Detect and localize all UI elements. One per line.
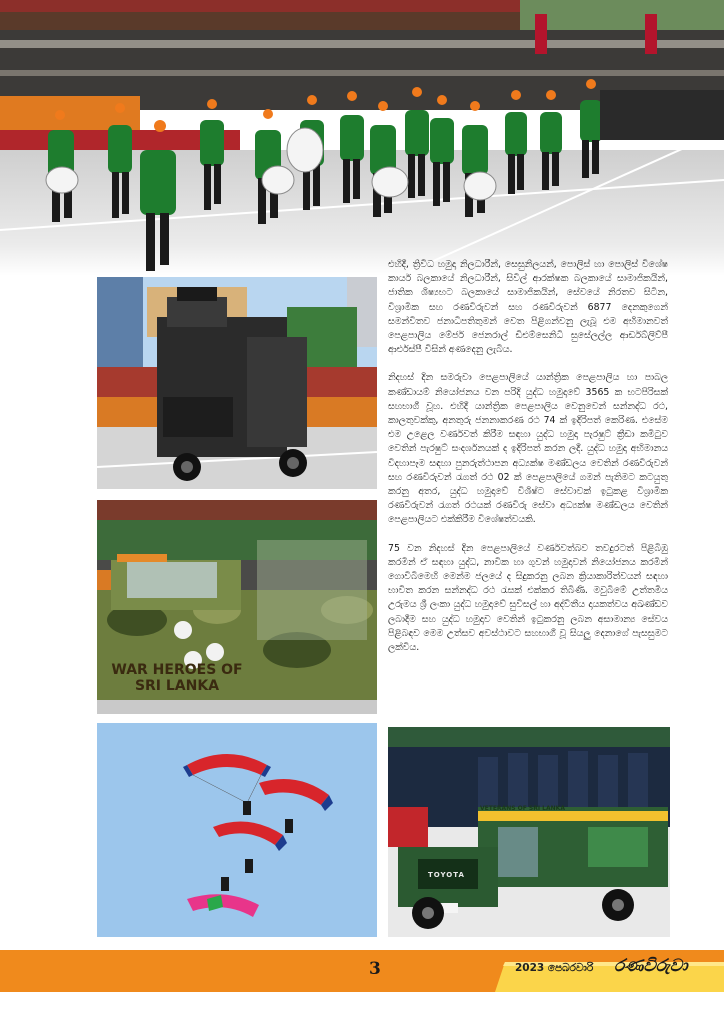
marching-band-photo	[0, 0, 724, 276]
page-number: 3	[369, 959, 381, 979]
article-paragraph-2: නිදහස් දින සමරුවා පෙළපාලියේ යාන්ත්‍රික පෙළපාලිය හා පාබල කණ්ඩායම් නියෝජනය වන පරිදි යුද්ධ හමුදාවේ 3565 ක භටපිරිසක් සහභාගී වූහ. එහිදී යාන්ත්‍රික පෙළපාලිය වෙනුවෙන් සන්නද්ධ රථ, කාලතුවක්කු, අනතුරු ජනනාකරණ රථ 74 ක් ඉදිරිපත් කෙරිණ. එසේම එම උළෙල වර්ණවත් කිරීම සඳහා යුද්ධ හමුදා පැරෂුට් ක්‍රීඩා කමිටුව වෙතින් පැරෂුට් සංදර්ශනයක් ද ඉදිරිපත් කරන ලදී. යුද්ධ හමුදා අභිමානය විදහාපෑම සඳහා පුනරුත්ථාපන අධ්‍යක්ෂ මණ්ඩලය වෙතින් රණවිරුවන් සහ රණවිරුවන් රැගත් රථ 02 ක් පෙළපාලියේ ගමන් පැතිමට කටයුතු කරනු අතර, යුද්ධ හමුදාවේ විශිෂ්ට සේවාවක් ඉටුකළ විශ්‍රාමික රණවිරුවන් රැගත් රථයක් රණවිරු සේවා අධ්‍යක්ෂ මණ්ඩලය වෙතින් පෙළපාලියට එක්කිරීම විශේෂත්වයකි.	[388, 372, 668, 526]
war-heroes-banner	[107, 662, 247, 694]
parachute-display-photo	[97, 723, 377, 937]
veterans-jeep-photo	[388, 727, 670, 937]
magazine-logo: රණවිරුවා	[614, 956, 688, 976]
issue-date: 2023 පෙබරවාරි	[515, 962, 594, 974]
article-paragraph-3: 75 වන නිදහස් දින පෙළපාලියේ වර්ණවත්බව තවදුරටත් පිළිබිඹු කරමින් ඒ සඳහා යුද්ධ, නාවික හා ගුවන් හමුදාවන් නියෝජනය කරමින් ගොවිබිමෙහි මෙන්ම ජලයේ ද සිදුකරනු ලබන ක්‍රියාකාරිත්වයන් සඳහා භාවිත කරන සන්නද්ධ රථ රැසක් එක්කර තිබිණි. මවුබිමේ උත්තමීය උරුමය ශ්‍රී ලංකා යුද්ධ හමුදාවේ සුවිසල් හා අද්විතීය දායකත්වය අඛණ්ඩව ලබාදීම සහ යුද්ධ හමුදාව වෙතින් ඉටුකරනු ලබන අසාමාන්‍ය සේවය පිළිබඳව මෙම උත්සව අවස්ථාවට සහභාගී වූ සියලු දෙනාගේ පැසසුමට ලක්විය.	[388, 542, 668, 654]
veterans-banner: VETERANS OF SRI LANKA	[480, 805, 565, 812]
article-paragraph-1: එහිදී, ත්‍රිවිධ හමුදා නිලධාරීන්, සෙසුනිලයන්, පොලිස් හා පොලිස් විශේෂ කාර්ය බලකායේ නිලධාරීන්, සිවිල් ආරක්ෂක බලකායේ සාමාජිකයින්, ජාතික ශිෂ්‍යභට බලකායේ සාමාජිකයින්, සේවයේ නිරතව සිටින, විශ්‍රාමික සහ රණවිරුවන් සහ රණවිරුවන් 6877 දෙනකුගෙන් සමන්විතව ජනාධිපතිතුමන් වෙත පිළිගන්වනු ලැබූ එම අභිමානවත් පෙළපාලිය මේජර් ජෙනරාල් ඩිඑම්සෙනිධි සුසේලල්ල ආර්ඩබ්ලිව්පී ආර්එස්පී විසින් අණදෙනු ලැබීය.	[388, 259, 668, 356]
war-heroes-truck-photo	[97, 500, 377, 714]
jeep-grille-text: TOYOTA	[428, 871, 465, 879]
armored-vehicle-photo	[97, 277, 377, 489]
war-heroes-banner-line1: WAR HEROES OF	[111, 662, 243, 678]
article-body	[388, 258, 668, 655]
war-heroes-banner-line2: SRI LANKA	[134, 678, 220, 694]
